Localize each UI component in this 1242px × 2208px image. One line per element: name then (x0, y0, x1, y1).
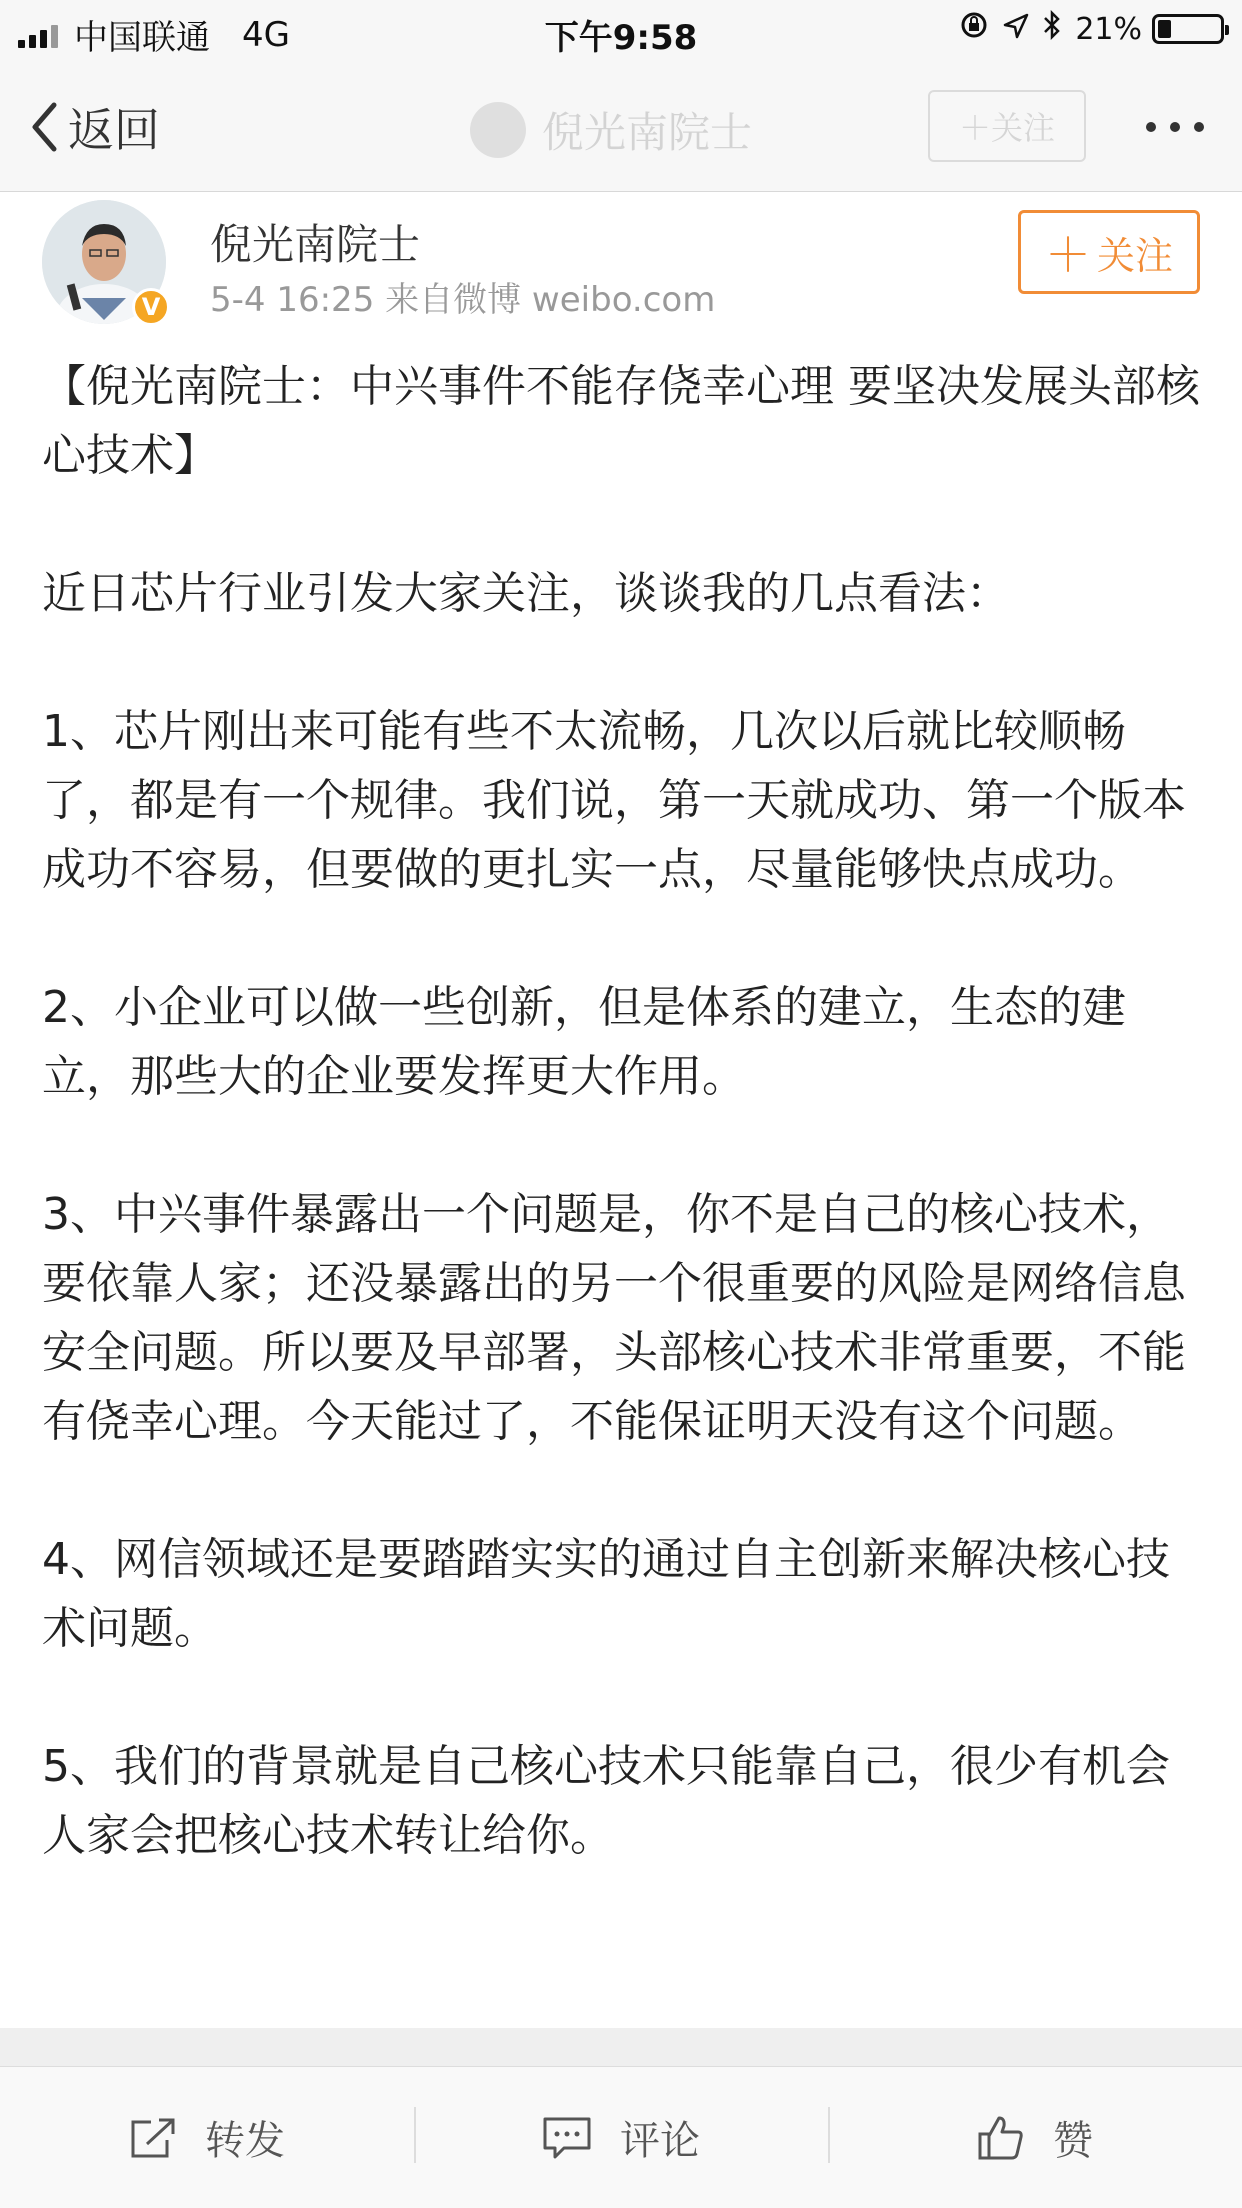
comment-icon (542, 2116, 592, 2160)
post-meta: 5-4 16:25 来自微博 weibo.com (210, 280, 716, 320)
author-name[interactable]: 倪光南院士 (210, 220, 421, 269)
nav-avatar-faded (470, 102, 526, 158)
navigation-bar (0, 62, 1242, 192)
post-point: 4、网信领域还是要踏踏实实的通过自主创新来解决核心技术问题。 (42, 1534, 1170, 1654)
chevron-left-icon (30, 101, 58, 153)
post-intro: 近日芯片行业引发大家关注，谈谈我的几点看法： (42, 568, 1010, 619)
post-title: 【倪光南院士：中兴事件不能存侥幸心理 要坚决发展头部核心技术】 (42, 361, 1200, 481)
post-point: 1、芯片刚出来可能有些不太流畅，几次以后就比较顺畅了，都是有一个规律。我们说，第一天就成功、第一个版本成功不容易，但要做的更扎实一点，尽量能够快点成功。 (42, 706, 1186, 895)
follow-label: 关注 (1096, 233, 1173, 278)
more-dot-icon (1146, 122, 1156, 132)
follow-button[interactable] (1018, 210, 1200, 294)
like-label: 赞 (1053, 2118, 1093, 2164)
battery-icon (1152, 14, 1224, 44)
share-icon (129, 2116, 177, 2160)
post-point: 3、中兴事件暴露出一个问题是，你不是自己的核心技术，要依靠人家；还没暴露出的另一个很重要的风险是网络信息安全问题。所以要及早部署，头部核心技术非常重要，不能有侥幸心理。今天能过了，不能保证明天没有这个问题。 (42, 1189, 1186, 1447)
more-dot-icon (1194, 122, 1204, 132)
thumbs-up-icon (977, 2114, 1025, 2162)
comment-label: 评论 (620, 2118, 700, 2164)
back-button[interactable] (30, 94, 160, 160)
status-time: 下午9:58 (544, 18, 698, 58)
nav-title: 倪光南院士 (542, 108, 753, 157)
carrier-name: 中国联通 (74, 18, 210, 58)
post-content (42, 352, 1202, 1870)
status-bar (0, 0, 1242, 62)
action-toolbar (0, 2066, 1242, 2208)
location-icon (1003, 12, 1029, 47)
verified-badge-icon: V (132, 288, 170, 326)
bluetooth-icon (1043, 10, 1061, 48)
nav-follow-faded: ＋关注 (928, 90, 1086, 162)
comment-button[interactable] (414, 2067, 828, 2208)
section-divider (0, 2028, 1242, 2066)
more-options-button[interactable] (1132, 122, 1204, 132)
nav-title-faded (470, 100, 752, 160)
battery-percent: 21% (1075, 11, 1142, 47)
post-point: 5、我们的背景就是自己核心技术只能靠自己，很少有机会人家会把核心技术转让给你。 (42, 1741, 1170, 1861)
network-type: 4G (242, 14, 290, 55)
back-label: 返回 (68, 103, 160, 157)
post-point: 2、小企业可以做一些创新，但是体系的建立，生态的建立，那些大的企业要发挥更大作用。 (42, 982, 1126, 1102)
like-button[interactable] (828, 2067, 1242, 2208)
repost-button[interactable] (0, 2067, 414, 2208)
repost-label: 转发 (205, 2118, 285, 2164)
orientation-lock-icon (959, 10, 989, 48)
plus-icon: ＋ (1044, 228, 1091, 282)
more-dot-icon (1170, 122, 1180, 132)
